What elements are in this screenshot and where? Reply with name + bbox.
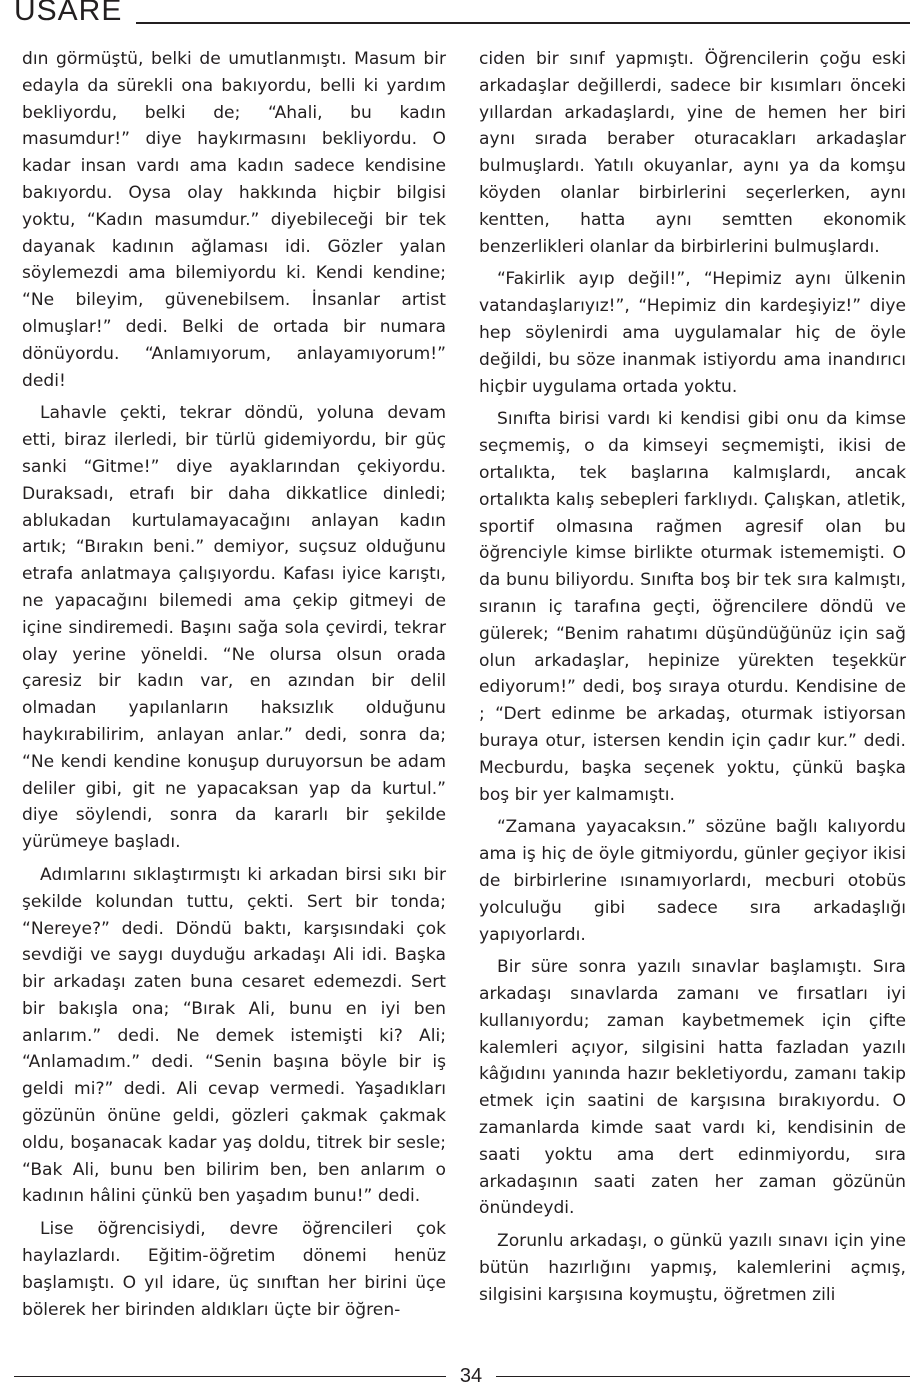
page-header [14,0,910,26]
paragraph: “Fakirlik ayıp değil!”, “Hepimiz aynı ülkenin vatandaşlarıyız!”, “Hepimiz din kardeşiyiz!” diye hep söylenirdi ama uygulamalar hiç de öyle değildi, bu söze inanmak istiyordu ama inandırıcı hiçbir uygulama ortada yoktu. [479,269,906,397]
left-column [22,46,446,1329]
footer-rule-left [14,1376,446,1377]
page-number: 34 [459,1365,483,1387]
footer-rule-right [496,1376,910,1377]
paragraph: Bir süre sonra yazılı sınavlar başlamıştı. Sıra arkadaşı sınavlarda zamanı ve fırsatları iyi kullanıyordu; zaman kaybetmemek için çifte kalemleri açıyor, silgisini hatta fazladan yazılı kâğıdını yanında hazır bekletiyordu, zamanı takip etmek için saatini de karşısına bırakıyordu. O zamanlarda kimde saat vardı ki, kendisinin de saati yoktu ama dert edinmiyordu, sıra arkadaşının saati zaten her zaman gözünün önündeydi. [479,957,906,1219]
header-rule [136,22,910,24]
paragraph: Sınıfta birisi vardı ki kendisi gibi onu da kimse seçmemiş, o da kimseyi seçmemişti, ikisi de ortalıkta, tek başlarına kalmışlardı, ancak ortalıkta kalış sebepleri farklıydı. Çalışkan, atletik, sportif olmasına rağmen agresif olan bu öğrenciyle kimse birlikte oturmak istememişti. O da bunu biliyordu. Sınıfta boş bir tek sıra kalmıştı, sıranın iç tarafına geçti, öğrencilere döndü ve gülerek; “Benim rahatımı düşündüğünüz için sağ olun arkadaşlar, hepinize yürekten teşekkür ediyorum!” dedi, boş sıraya oturdu. Kendisine de ; “Dert edinme be arkadaş, oturmak istiyorsan buraya otur, istersen kendin için çadır kur.” dedi. Mecburdu, başka seçenek yoktu, çünkü başka boş bir yer kalmamıştı. [479,409,906,805]
paragraph: Adımlarını sıklaştırmıştı ki arkadan birsi sıkı bir şekilde kolundan tuttu, çekti. Sert bir tonda; “Nereye?” dedi. Döndü baktı, karşısındaki çok sevdiği ve saygı duyduğu arkadaşı Ali idi. Başka bir arkadaşı zaten buna cesaret edemezdi. Sert bir bakışla ona; “Bırak Ali, bunu en iyi ben anlarım.” dedi. Ne demek istemişti ki? Ali; “Anlamadım.” dedi. “Senin başına böyle bir iş geldi mi?” dedi. Ali cevap vermedi. Yaşadıkları gözünün önüne geldi, gözleri çakmak çakmak oldu, boşanacak kadar yaş doldu, titrek bir sesle; “Bak Ali, bunu ben bilirim ben, ben anlarım o kadının hâlini çünkü ben yaşadım bunu!” dedi. [22,864,446,1207]
paragraph: Lahavle çekti, tekrar döndü, yoluna devam etti, biraz ilerledi, bir türlü gidemiyordu, bir güç sanki “Gitme!” diye ayaklarından çekiyordu. Duraksadı, etrafı bir daha dikkatlice dinledi; ablukadan kurtulamayacağını anlayan kadın artık; “Bırakın beni.” demiyor, suçsuz olduğunu etrafa anlatmaya çalışıyordu. Kafası iyice karıştı, ne yapacağını bilemedi ama çekip gitmeyi de içine sindiremedi. Başını sağa sola çevirdi, tekrar olay yerine yöneldi. “Ne olursa olsun orada çaresiz bir kadın var, en azından bir delil olmadan yapılanların haksızlık olduğunu haykırabilirim, anlayan anlar.” dedi, sonra da; “Ne kendi kendine konuşup duruyorsun be adam deliler gibi, git ne yapacaksan yap da kurtul.” diye söylendi, sonra da kararlı bir şekilde yürümeye başladı. [22,403,446,853]
paragraph: ciden bir sınıf yapmıştı. Öğrencilerin çoğu eski arkadaşlar değillerdi, sadece bir kısımları önceki yıllardan arkadaşlardı, yine de hemen her biri aynı sırada beraber oturacakları arkadaşlar bulmuşlardı. Yatılı okuyanlar, aynı ya da komşu köyden olanlar birbirlerini seçerlerken, aynı kentten, hatta aynı semtten ekonomik benzerlikleri olanlar da birbirlerini bulmuşlardı. [479,49,906,257]
paragraph: dın görmüştü, belki de umutlanmıştı. Masum bir edayla da sürekli ona bakıyordu, belli ki yardım bekliyordu, belki de; “Ahali, bu kadın masumdur!” diye haykırmasını bekliyordu. O kadar insan vardı ama kadın sadece kendisine bakıyordu. Oysa olay hakkında hiçbir bilgisi yoktu, “Kadın masumdur.” diyebileceği bir tek dayanak kadının ağlaması idi. Gözler yalan söylemezdi ama bilemiyordu ki. Kendi kendine; “Ne bileyim, güvenebilsem. İnsanlar artist olmuşlar!” dedi. Belki de ortada bir numara dönüyordu. “Anlamıyorum, anlayamıyorum!” dedi! [22,49,446,391]
paragraph: Lise öğrencisiydi, devre öğrencileri çok haylazlardı. Eğitim-öğretim dönemi henüz başlamıştı. O yıl idare, üç sınıftan her birini üçe bölerek her birinden aldıkları üçte bir öğren- [22,1219,446,1320]
right-column [479,46,906,1315]
paragraph: “Zamana yayacaksın.” sözüne bağlı kalıyordu ama iş hiç de öyle gitmiyordu, günler geçiyor ikisi de birbirlerine ısınamıyorlardı, mecburi otobüs yolculuğu gibi sadece sıra arkadaşlığı yapıyorlardı. [479,817,906,945]
paragraph: Zorunlu arkadaşı, o günkü yazılı sınavı için yine bütün hazırlığını yapmış, kalemlerini açmış, silgisini karşısına koymuştu, öğretmen zili [479,1231,906,1305]
page-footer [14,1364,910,1388]
magazine-title: USARE [14,0,123,27]
